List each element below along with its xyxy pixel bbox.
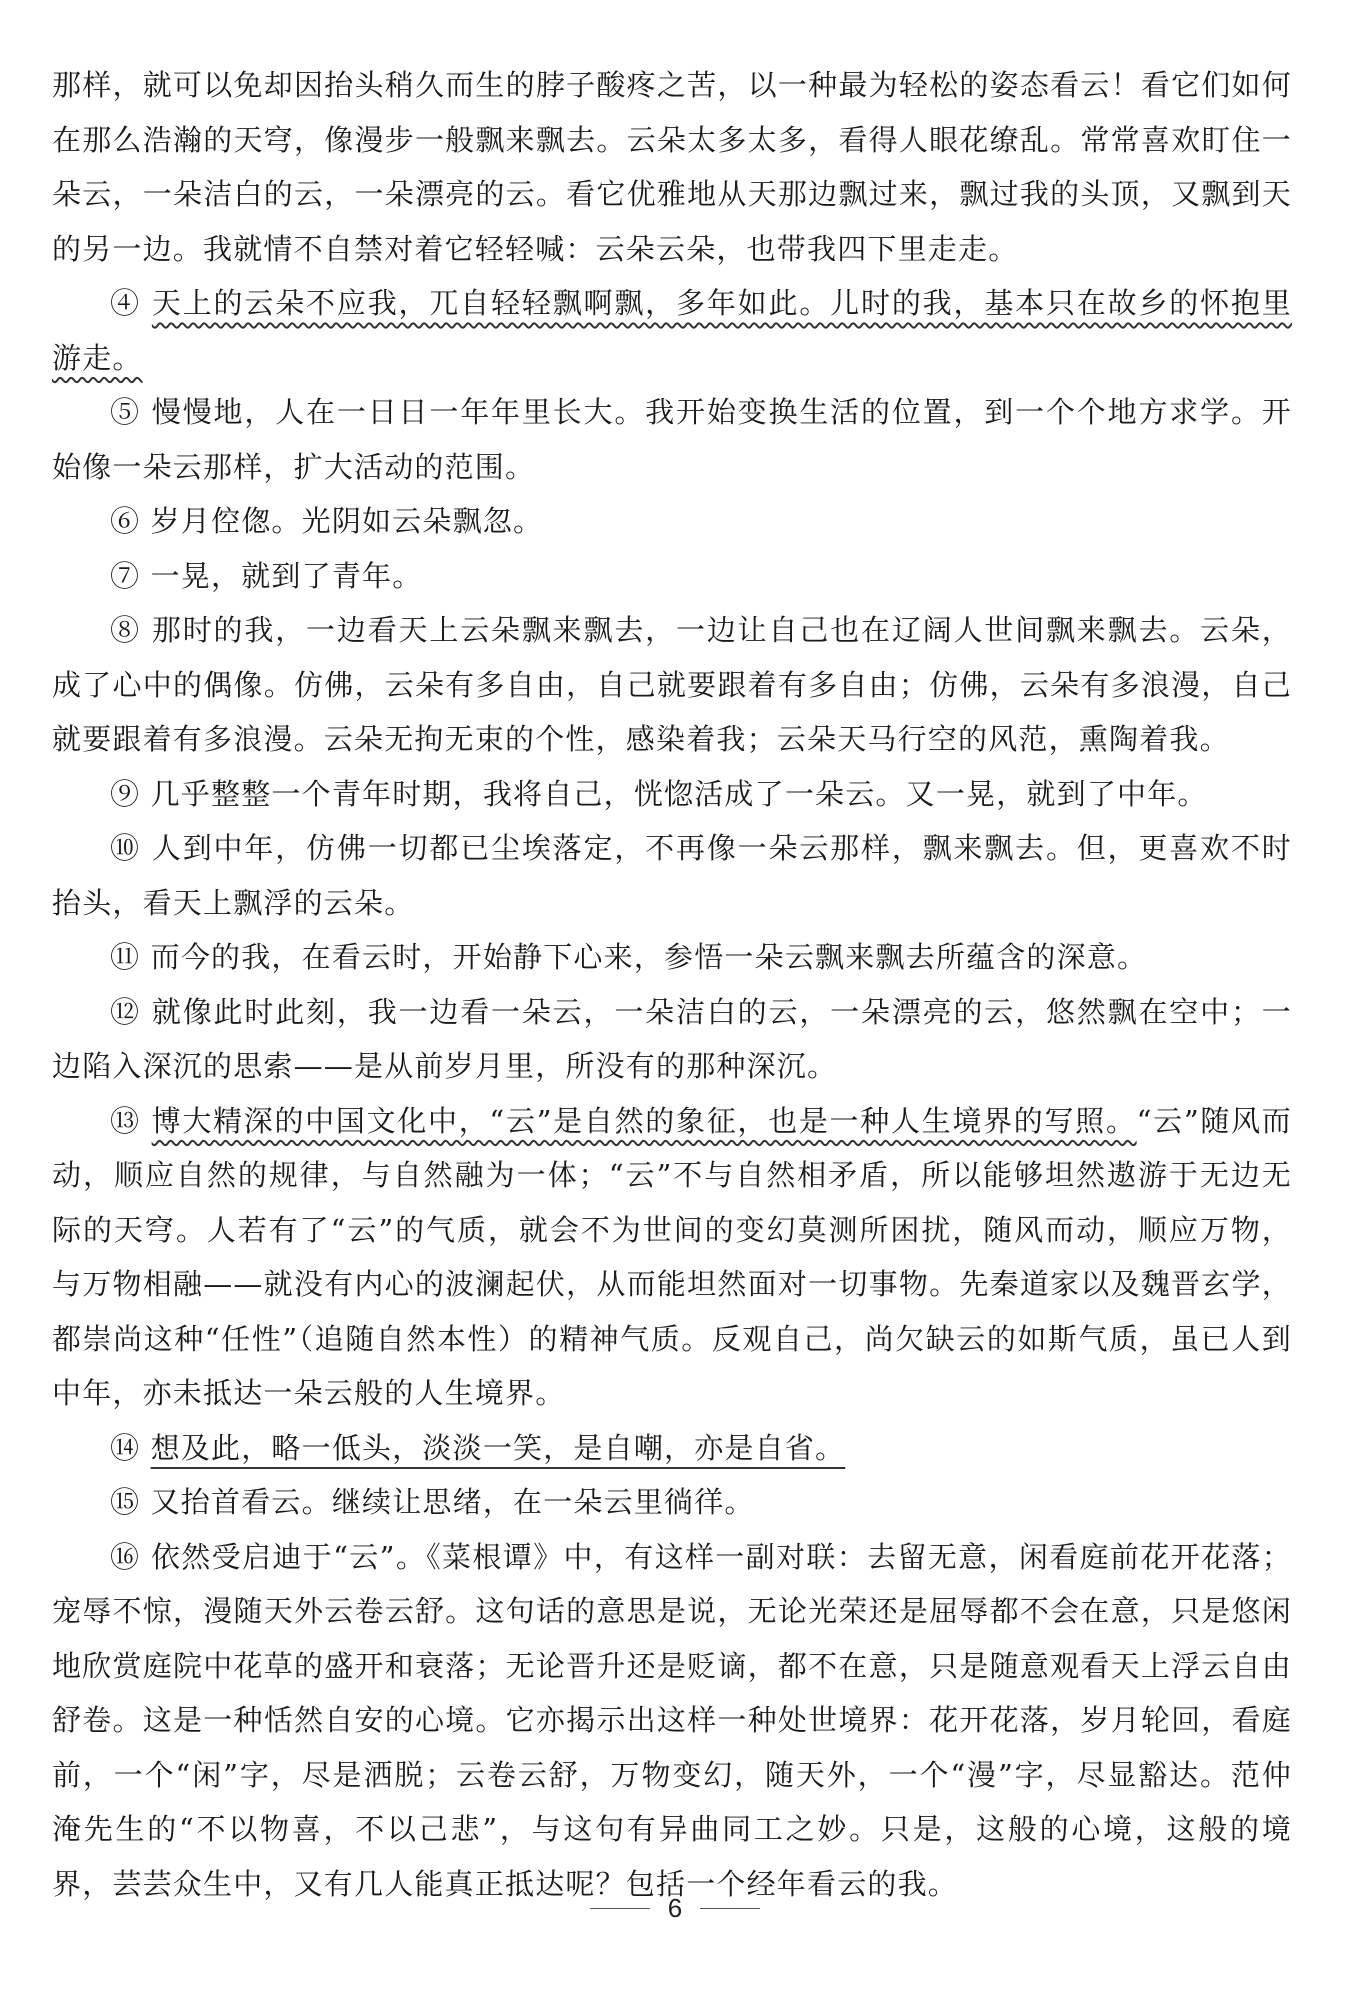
paragraph-p10 — [52, 821, 1292, 930]
paragraph-p16 — [52, 1530, 1292, 1912]
paragraph-text: ⑤ 慢慢地，人在一日日一年年里长大。我开始变换生活的位置，到一个个地方求学。开始像一朵云那样，扩大活动的范围。 — [52, 395, 1292, 484]
paragraph-text: ⑯ 依然受启迪于“云”。《菜根谭》中，有这样一副对联：去留无意，闲看庭前花开花落；宠辱不惊，漫随天外云卷云舒。这句话的意思是说，无论光荣还是屈辱都不会在意，只是悠闲地欣赏庭院中花草的盛开和衰落；无论晋升还是贬谪，都不在意，只是随意观看天上浮云自由舒卷。这是一种恬然自安的心境。它亦揭示出这样一种处世境界：花开花落，岁月轮回，看庭前，一个“闲”字，尽是洒脱；云卷云舒，万物变幻，随天外，一个“漫”字，尽显豁达。范仲淹先生的“不以物喜，不以己悲”，与这句有异曲同工之妙。只是，这般的心境，这般的境界，芸芸众生中，又有几人能真正抵达呢？包括一个经年看云的我。 — [52, 1539, 1292, 1901]
paragraph-p15 — [52, 1475, 1292, 1530]
paragraph-text: ④ — [110, 286, 152, 320]
footer-rule-left — [590, 1908, 650, 1909]
paragraph-text: ⑩ 人到中年，仿佛一切都已尘埃落定，不再像一朵云那样，飘来飘去。但，更喜欢不时抬头，看天上飘浮的云朵。 — [52, 831, 1292, 920]
paragraph-p11 — [52, 930, 1292, 985]
page-footer — [0, 1888, 1350, 1928]
paragraph-p14 — [52, 1421, 1292, 1476]
paragraph-p6 — [52, 494, 1292, 549]
paragraph-p13 — [52, 1094, 1292, 1421]
paragraph-p9 — [52, 767, 1292, 822]
paragraph-p7 — [52, 549, 1292, 604]
paragraph-p4 — [52, 276, 1292, 385]
paragraph-text: ⑧ 那时的我，一边看天上云朵飘来飘去，一边让自己也在辽阔人世间飘来飘去。云朵，成了心中的偶像。仿佛，云朵有多自由，自己就要跟着有多自由；仿佛，云朵有多浪漫，自己就要跟着有多浪漫。云朵无拘无束的个性，感染着我；云朵天马行空的风范，熏陶着我。 — [52, 613, 1292, 756]
paragraph-text: ⑬ — [110, 1103, 152, 1138]
underlined-text: 博大精深的中国文化中，“云”是自然的象征，也是一种人生境界的写照。 — [151, 1103, 1137, 1138]
paragraph-text: ⑮ 又抬首看云。继续让思绪，在一朵云里徜徉。 — [110, 1485, 755, 1519]
paragraph-text: 那样，就可以免却因抬头稍久而生的脖子酸疼之苦，以一种最为轻松的姿态看云！看它们如何在那么浩瀚的天穹，像漫步一般飘来飘去。云朵太多太多，看得人眼花缭乱。常常喜欢盯住一朵云，一朵洁白的云，一朵漂亮的云。看它优雅地从天那边飘过来，飘过我的头顶，又飘到天的另一边。我就情不自禁对着它轻轻喊：云朵云朵，也带我四下里走走。 — [52, 68, 1292, 266]
paragraph-text: ⑫ 就像此时此刻，我一边看一朵云，一朵洁白的云，一朵漂亮的云，悠然飘在空中；一边陷入深沉的思索——是从前岁月里，所没有的那种深沉。 — [52, 994, 1292, 1083]
footer-rule-right — [700, 1908, 760, 1909]
paragraph-text: ⑭ — [110, 1430, 151, 1465]
paragraph-text: ⑪ 而今的我，在看云时，开始静下心来，参悟一朵云飘来飘去所蕴含的深意。 — [110, 940, 1148, 974]
paragraph-p12 — [52, 985, 1292, 1094]
article-body — [52, 58, 1292, 1911]
paragraph-text: ⑨ 几乎整整一个青年时期，我将自己，恍惚活成了一朵云。又一晃，就到了中年。 — [110, 776, 1208, 811]
underlined-text: 天上的云朵不应我，兀自轻轻飘啊飘，多年如此。儿时的我，基本只在故乡的怀抱里游走。 — [52, 286, 1292, 375]
paragraph-text: ⑦ 一晃，就到了青年。 — [110, 558, 423, 593]
underlined-text: 想及此，略一低头，淡淡一笑，是自嘲，亦是自省。 — [150, 1430, 846, 1465]
paragraph-text: ⑥ 岁月倥偬。光阴如云朵飘忽。 — [110, 504, 544, 538]
paragraph-text: “云”随风而动，顺应自然的规律，与自然融为一体；“云”不与自然相矛盾，所以能够坦然遨游于无边无际的天穹。人若有了“云”的气质，就会不为世间的变幻莫测所困扰，随风而动，顺应万物，与万物相融——就没有内心的波澜起伏，从而能坦然面对一切事物。先秦道家以及魏晋玄学，都崇尚这种“任性”（追随自然本性）的精神气质。反观自己，尚欠缺云的如斯气质，虽已人到中年，亦未抵达一朵云般的人生境界。 — [52, 1103, 1292, 1410]
paragraph-p8 — [52, 603, 1292, 767]
paragraph-p-cont — [52, 58, 1292, 276]
page-number: 6 — [667, 1892, 683, 1923]
paragraph-p5 — [52, 385, 1292, 494]
